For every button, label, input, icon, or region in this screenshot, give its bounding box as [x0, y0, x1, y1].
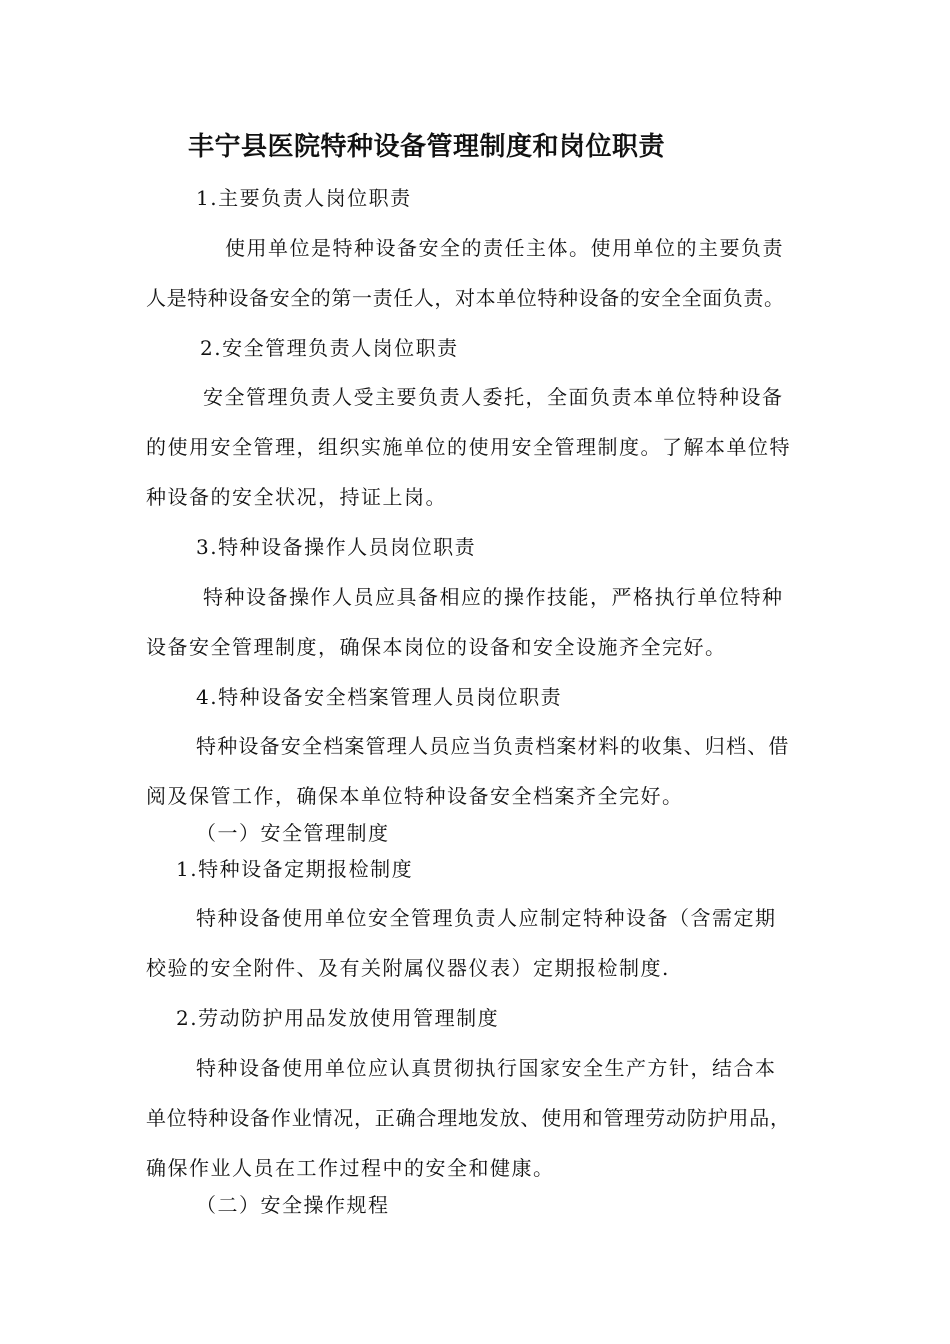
paragraph-line: 单位特种设备作业情况，正确合理地发放、使用和管理劳动防护用品，	[146, 1106, 791, 1130]
paragraph-line: 使用单位是特种设备安全的责任主体。使用单位的主要负责	[225, 236, 784, 260]
paragraph-line: 的使用安全管理，组织实施单位的使用安全管理制度。了解本单位特	[146, 435, 791, 459]
paragraph-line: 特种设备使用单位安全管理负责人应制定特种设备（含需定期	[196, 906, 777, 930]
paragraph-line: 确保作业人员在工作过程中的安全和健康。	[146, 1156, 555, 1180]
paragraph-line: 特种设备安全档案管理人员应当负责档案材料的收集、归档、借	[196, 734, 790, 758]
paragraph-line: 特种设备操作人员应具备相应的操作技能，严格执行单位特种	[203, 585, 784, 609]
chapter-heading-2: （二）安全操作规程	[196, 1193, 390, 1217]
paragraph-line: 人是特种设备安全的第一责任人，对本单位特种设备的安全全面负责。	[146, 286, 785, 310]
section-heading-6: 2.劳动防护用品发放使用管理制度	[176, 1006, 500, 1030]
section-heading-5: 1.特种设备定期报检制度	[176, 857, 414, 881]
paragraph-line: 种设备的安全状况，持证上岗。	[146, 485, 447, 509]
document-title: 丰宁县医院特种设备管理制度和岗位职责	[188, 132, 666, 162]
section-heading-2: 2.安全管理负责人岗位职责	[200, 336, 459, 360]
chapter-heading-1: （一）安全管理制度	[196, 821, 390, 845]
paragraph-line: 校验的安全附件、及有关附属仪器仪表）定期报检制度.	[146, 956, 670, 980]
section-heading-4: 4.特种设备安全档案管理人员岗位职责	[196, 685, 563, 709]
paragraph-line: 阅及保管工作，确保本单位特种设备安全档案齐全完好。	[146, 784, 684, 808]
section-heading-1: 1.主要负责人岗位职责	[196, 186, 412, 210]
paragraph-line: 安全管理负责人受主要负责人委托，全面负责本单位特种设备	[203, 385, 784, 409]
section-heading-3: 3.特种设备操作人员岗位职责	[196, 535, 477, 559]
paragraph-line: 设备安全管理制度，确保本岗位的设备和安全设施齐全完好。	[146, 635, 727, 659]
paragraph-line: 特种设备使用单位应认真贯彻执行国家安全生产方针，结合本	[196, 1056, 777, 1080]
